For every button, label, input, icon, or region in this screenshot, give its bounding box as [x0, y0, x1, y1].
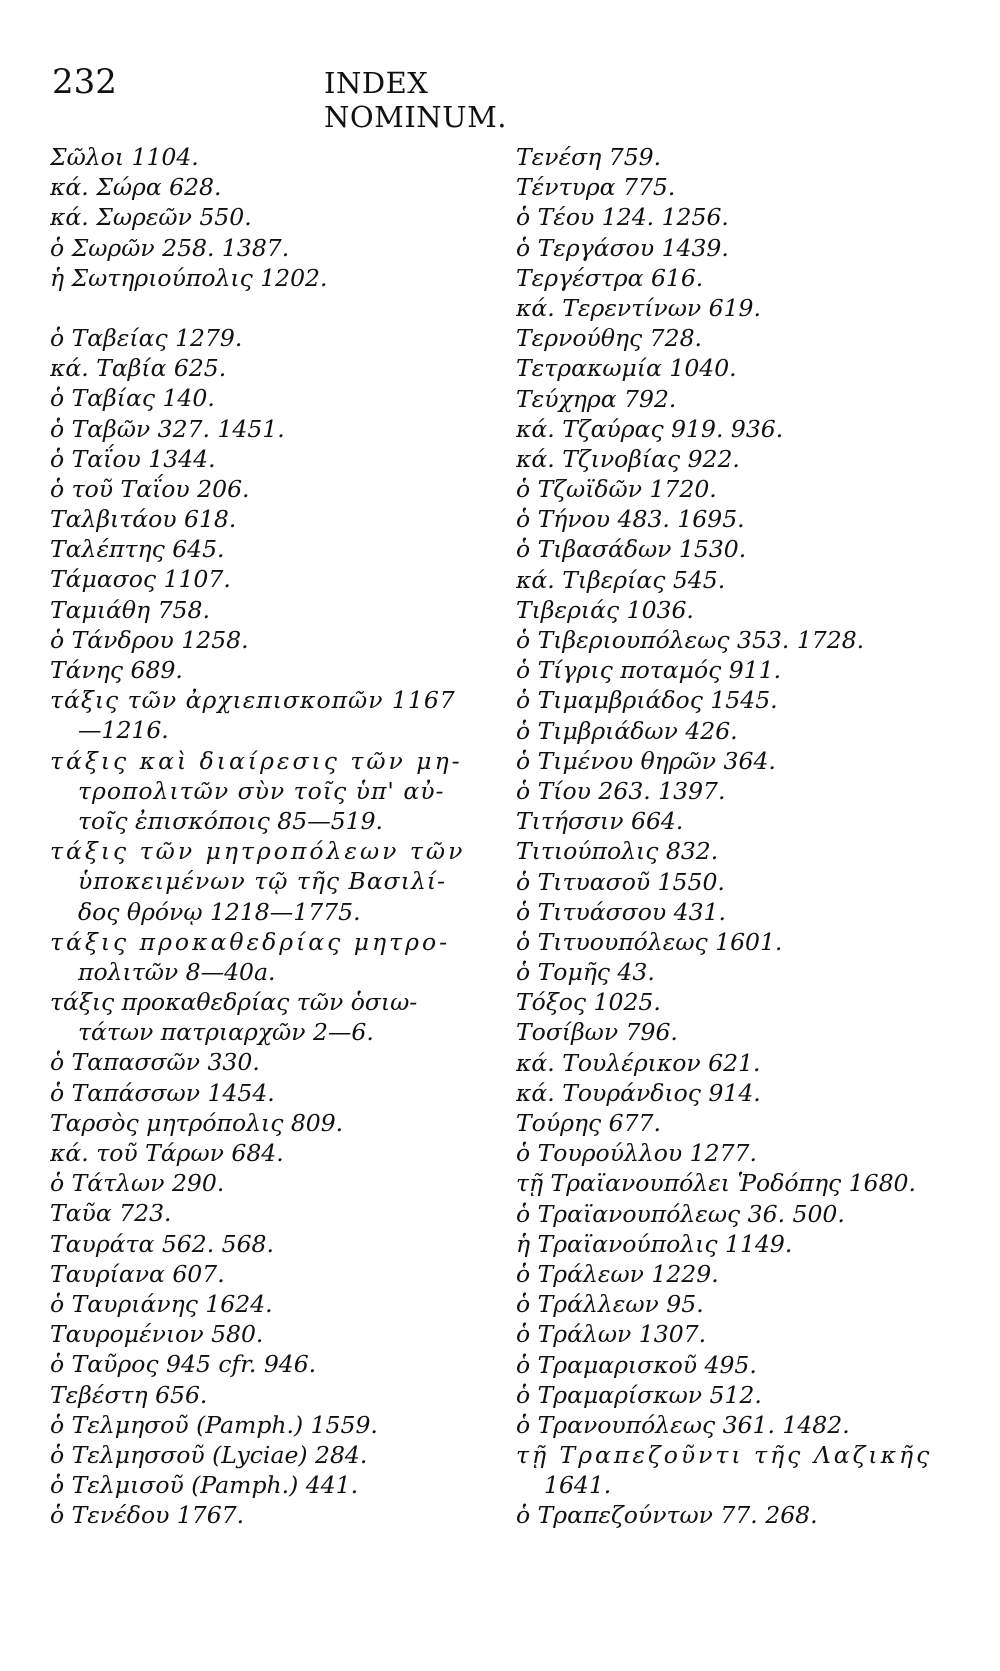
index-entry: Τεργέστρα 616.: [516, 263, 704, 292]
index-entry: ὁ Τελμησοῦ (Pamph.) 1559.: [50, 1410, 378, 1439]
index-entry: Τιτήσσιν 664.: [516, 807, 684, 836]
index-entry-continuation: ὑποκειμένων τῷ τῆς Βασιλί-: [78, 867, 446, 896]
index-entry: ὁ Τιτυάσσου 431.: [516, 897, 726, 926]
index-entry: κά. Τουράνδιος 914.: [516, 1078, 761, 1107]
index-entry: τάξις καὶ διαίρεσις τῶν μη-: [50, 746, 463, 775]
index-entry: ὁ τοῦ Ταΐου 206.: [50, 474, 250, 503]
index-entry: κά. Τερεντίνων 619.: [516, 293, 761, 322]
page-number: 232: [52, 62, 117, 102]
index-entry: κά. τοῦ Τάρων 684.: [50, 1139, 284, 1167]
index-entry: τάξις τῶν ἀρχιεπισκοπῶν 1167: [50, 686, 456, 715]
index-entry: ὁ Ταβείας 1279.: [50, 323, 243, 352]
index-entry: ὁ Ταβῶν 327. 1451.: [50, 414, 285, 443]
index-entry: ὁ Τραμαρίσκων 512.: [516, 1380, 762, 1409]
index-entry: ὁ Τήνου 483. 1695.: [516, 505, 745, 534]
index-entry: κά. Ταβία 625.: [50, 354, 227, 383]
index-entry: κά. Τουλέρικον 621.: [516, 1048, 761, 1077]
index-entry: ὁ Τραπεζούντων 77. 268.: [516, 1501, 818, 1530]
index-entry: ὁ Ταῦρος 945 cfr. 946.: [50, 1350, 317, 1379]
right-column: [516, 142, 946, 1531]
index-entry: ὁ Τράλεων 1229.: [516, 1259, 719, 1288]
index-entry: ὁ Τιμαμβριάδος 1545.: [516, 686, 778, 715]
index-entry-continuation: —1216.: [78, 716, 169, 745]
index-entry: Τούρης 677.: [516, 1109, 661, 1137]
index-entry: κά. Σώρα 628.: [50, 173, 222, 202]
index-entry: ὁ Τομῆς 43.: [516, 958, 655, 987]
index-entry: ὁ Τιτυουπόλεως 1601.: [516, 927, 783, 956]
index-entry: ὁ Τελμησσοῦ (Lyciae) 284.: [50, 1440, 368, 1469]
index-entry: ὁ Ταπάσσων 1454.: [50, 1078, 275, 1107]
index-entry: ὁ Τάνδρου 1258.: [50, 625, 249, 654]
index-entry: ἡ Τραϊανούπολις 1149.: [516, 1229, 793, 1258]
index-entry: ὁ Τίγρις ποταμός 911.: [516, 656, 782, 685]
index-entry-continuation: δος θρόνῳ 1218—1775.: [78, 897, 361, 926]
index-entry: ὁ Τιβασάδων 1530.: [516, 535, 747, 564]
index-entry: Σῶλοι 1104.: [50, 143, 199, 171]
index-entry: ὁ Ταβίας 140.: [50, 384, 215, 413]
index-entry: ὁ Τελμισοῦ (Pamph.) 441.: [50, 1471, 359, 1500]
index-entry: Ταλέπτης 645.: [50, 535, 225, 564]
index-entry: Τάνης 689.: [50, 656, 183, 684]
index-entry: Τενέση 759.: [516, 143, 662, 171]
index-entry: ὁ Ταπασσῶν 330.: [50, 1048, 260, 1077]
index-entry: Τάμασος 1107.: [50, 565, 231, 594]
index-entry-continuation: τάτων πατριαρχῶν 2—6.: [78, 1018, 374, 1047]
index-entry: τάξις προκαθεδρίας μητρο-: [50, 927, 451, 956]
index-entry: τῇ Τραϊανουπόλει Ῥοδόπης 1680.: [516, 1169, 916, 1198]
index-entry: Τετρακωμία 1040.: [516, 354, 737, 383]
index-entry: ἡ Σωτηριούπολις 1202.: [50, 263, 328, 292]
index-entry: ὁ Τίου 263. 1397.: [516, 776, 726, 805]
index-entry: Τιβεριάς 1036.: [516, 595, 694, 624]
index-entry: ὁ Τζωϊδῶν 1720.: [516, 475, 717, 504]
running-title: INDEX NOMINUM.: [324, 66, 508, 134]
page-header: [52, 62, 612, 134]
index-entry: ὁ Τάτλων 290.: [50, 1169, 225, 1198]
index-entry: ὁ Τραϊανουπόλεως 36. 500.: [516, 1199, 845, 1228]
index-entry: τῇ Τραπεζοῦντι τῆς Λαζικῆς: [516, 1441, 933, 1470]
index-entry: Τέντυρα 775.: [516, 173, 676, 202]
index-entry: ὁ Σωρῶν 258. 1387.: [50, 233, 290, 262]
index-entry: Ταρσὸς μητρόπολις 809.: [50, 1108, 344, 1137]
index-entry: κά. Τζινοβίας 922.: [516, 444, 740, 473]
index-entry: Τοσίβων 796.: [516, 1018, 678, 1047]
index-entry: Τερνούθης 728.: [516, 324, 703, 353]
index-entry: ὁ Τουρούλλου 1277.: [516, 1139, 757, 1168]
index-entry: ὁ Τιμένου θηρῶν 364.: [516, 746, 776, 775]
index-entry: Τόξος 1025.: [516, 988, 661, 1017]
index-entry: Τεύχηρα 792.: [516, 384, 677, 413]
index-entry: Ταῦα 723.: [50, 1199, 172, 1228]
index-entry: Τιτιούπολις 832.: [516, 837, 719, 866]
index-entry: ὁ Τενέδου 1767.: [50, 1501, 245, 1530]
index-entry: ὁ Ταΐου 1344.: [50, 444, 216, 473]
index-entry-continuation: πολιτῶν 8—40a.: [78, 957, 276, 986]
index-entry: Ταυρομένιον 580.: [50, 1320, 264, 1349]
index-entry: Ταυράτα 562. 568.: [50, 1229, 274, 1258]
left-column: [50, 142, 495, 1530]
index-entry: ὁ Τρανουπόλεως 361. 1482.: [516, 1410, 850, 1439]
index-entry: ὁ Ταυριάνης 1624.: [50, 1289, 273, 1318]
index-entry-continuation: τροπολιτῶν σὺν τοῖς ὑπ' αὐ-: [78, 776, 445, 805]
index-entry: Ταυρίανα 607.: [50, 1259, 225, 1288]
index-entry-continuation: τοῖς ἐπισκόποις 85—519.: [78, 806, 384, 835]
index-entry: ὁ Τράλλεων 95.: [516, 1290, 704, 1319]
index-entry: ὁ Τραμαρισκοῦ 495.: [516, 1350, 757, 1379]
index-entry: ὁ Τεργάσου 1439.: [516, 233, 729, 262]
index-entry: κά. Τζαύρας 919. 936.: [516, 414, 784, 443]
index-entry: τάξις προκαθεδρίας τῶν ὁσιω-: [50, 988, 418, 1017]
index-entry: ὁ Τιβεριουπόλεως 353. 1728.: [516, 626, 865, 654]
index-entry: Τεβέστη 656.: [50, 1380, 208, 1409]
index-entry: ὁ Τιτυασοῦ 1550.: [516, 867, 725, 896]
index-entry: Ταλβιτάου 618.: [50, 505, 237, 534]
index-entry: Ταμιάθη 758.: [50, 595, 210, 624]
index-entry-continuation: 1641.: [544, 1471, 612, 1500]
index-entry: ὁ Τέου 124. 1256.: [516, 203, 729, 232]
index-entry: κά. Σωρεῶν 550.: [50, 203, 252, 232]
index-entry: τάξις τῶν μητροπόλεων τῶν: [50, 837, 466, 866]
index-entry: ὁ Τράλων 1307.: [516, 1320, 707, 1349]
index-entry: ὁ Τιμβριάδων 426.: [516, 716, 738, 745]
index-entry: κά. Τιβερίας 545.: [516, 565, 726, 594]
